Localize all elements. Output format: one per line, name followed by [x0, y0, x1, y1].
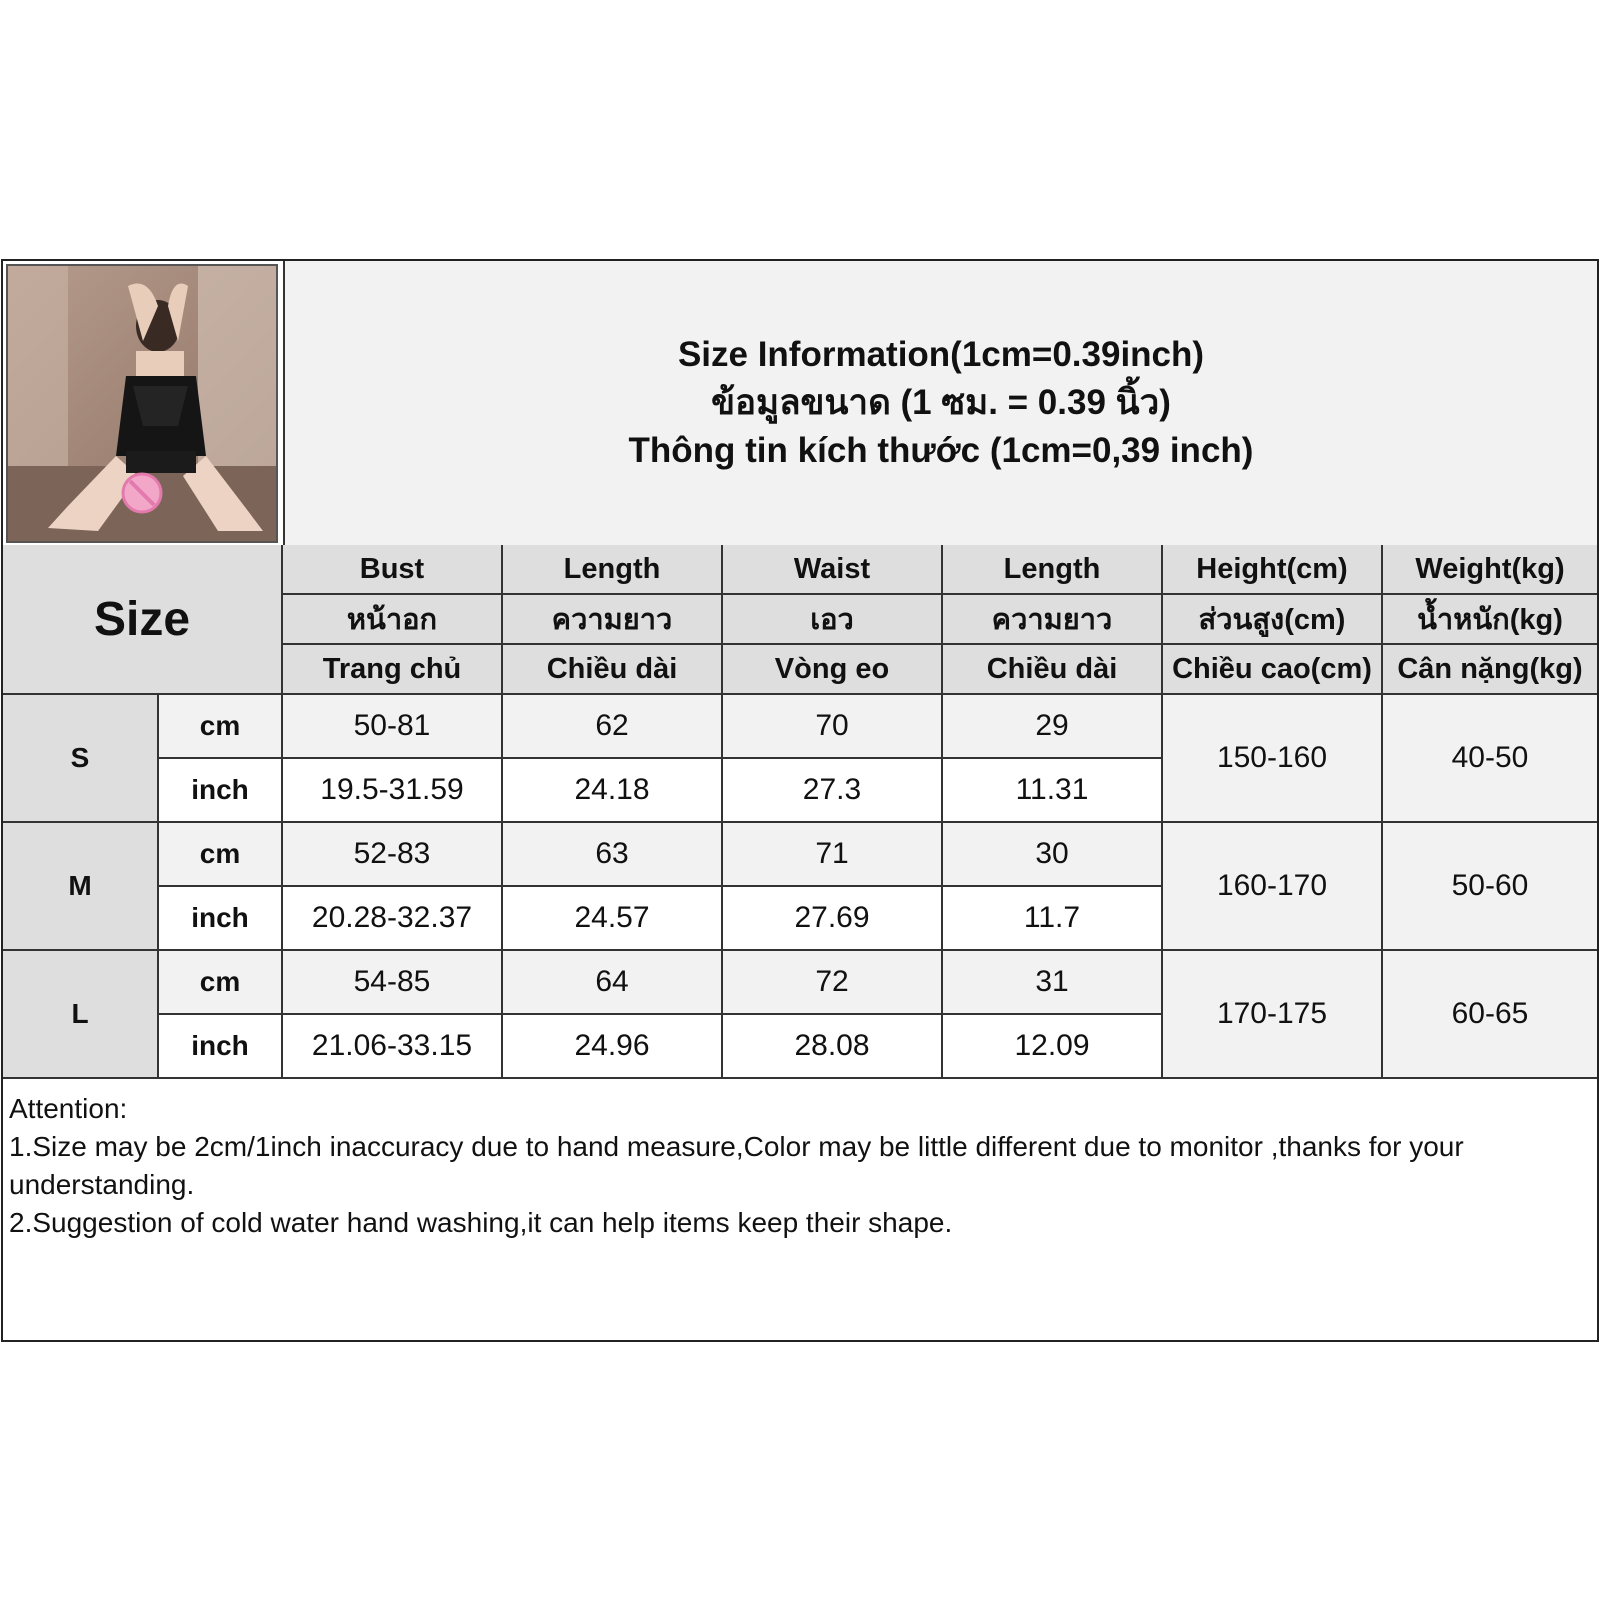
col-header-en: Waist [723, 545, 943, 595]
attention-notes [3, 1084, 1597, 1340]
attention-note-1: 1.Size may be 2cm/1inch inaccuracy due to hand measure,Color may be little different due to monitor ,thanks for your understanding. [9, 1131, 1464, 1200]
value-cell: 63 [503, 823, 723, 887]
size-header-label: Size [93, 592, 191, 646]
col-header-en: Length [503, 545, 723, 595]
height-cell: 150-160 [1163, 695, 1383, 823]
size-label: L [3, 951, 159, 1079]
attention-note-2: 2.Suggestion of cold water hand washing,it can help items keep their shape. [9, 1207, 953, 1238]
col-header-en: Height(cm) [1163, 545, 1383, 595]
col-header-vi: Trang chủ [283, 645, 503, 695]
value-cell: 21.06-33.15 [283, 1015, 503, 1079]
value-cell: 11.31 [943, 759, 1163, 823]
value-cell: 52-83 [283, 823, 503, 887]
value-cell: 12.09 [943, 1015, 1163, 1079]
value-cell: 54-85 [283, 951, 503, 1015]
size-chart [1, 259, 1599, 1342]
col-header-vi: Chiều cao(cm) [1163, 645, 1383, 695]
value-cell: 64 [503, 951, 723, 1015]
title-english: Size Information(1cm=0.39inch) [677, 335, 1205, 374]
value-cell: 31 [943, 951, 1163, 1015]
col-header-th: ความยาว [503, 595, 723, 645]
value-cell: 24.57 [503, 887, 723, 951]
value-cell: 72 [723, 951, 943, 1015]
weight-cell: 40-50 [1383, 695, 1597, 823]
unit-label: inch [159, 759, 283, 823]
value-cell: 24.18 [503, 759, 723, 823]
title-block [283, 261, 1597, 547]
value-cell: 24.96 [503, 1015, 723, 1079]
weight-cell: 60-65 [1383, 951, 1597, 1079]
value-cell: 71 [723, 823, 943, 887]
product-photo [6, 264, 278, 543]
value-cell: 28.08 [723, 1015, 943, 1079]
height-cell: 170-175 [1163, 951, 1383, 1079]
col-header-en: Length [943, 545, 1163, 595]
col-header-en: Bust [283, 545, 503, 595]
value-cell: 70 [723, 695, 943, 759]
col-header-vi: Cân nặng(kg) [1383, 645, 1597, 695]
value-cell: 11.7 [943, 887, 1163, 951]
value-cell: 19.5-31.59 [283, 759, 503, 823]
value-cell: 50-81 [283, 695, 503, 759]
col-header-en: Weight(kg) [1383, 545, 1597, 595]
col-header-vi: Vòng eo [723, 645, 943, 695]
attention-heading: Attention: [9, 1093, 128, 1124]
value-cell: 62 [503, 695, 723, 759]
unit-label: cm [159, 823, 283, 887]
col-header-th: ความยาว [943, 595, 1163, 645]
col-header-th: น้ำหนัก(kg) [1383, 595, 1597, 645]
unit-label: cm [159, 951, 283, 1015]
weight-cell: 50-60 [1383, 823, 1597, 951]
size-header [3, 545, 283, 695]
size-label: S [3, 695, 159, 823]
title-thai: ข้อมูลขนาด (1 ซม. = 0.39 นิ้ว) [711, 383, 1171, 422]
title-vietnamese: Thông tin kích thước (1cm=0,39 inch) [628, 431, 1254, 470]
value-cell: 20.28-32.37 [283, 887, 503, 951]
value-cell: 27.3 [723, 759, 943, 823]
height-cell: 160-170 [1163, 823, 1383, 951]
col-header-th: เอว [723, 595, 943, 645]
col-header-vi: Chiều dài [503, 645, 723, 695]
unit-label: cm [159, 695, 283, 759]
unit-label: inch [159, 1015, 283, 1079]
size-label: M [3, 823, 159, 951]
value-cell: 27.69 [723, 887, 943, 951]
prohibited-icon [120, 471, 164, 515]
unit-label: inch [159, 887, 283, 951]
col-header-th: ส่วนสูง(cm) [1163, 595, 1383, 645]
value-cell: 30 [943, 823, 1163, 887]
value-cell: 29 [943, 695, 1163, 759]
col-header-th: หน้าอก [283, 595, 503, 645]
col-header-vi: Chiều dài [943, 645, 1163, 695]
